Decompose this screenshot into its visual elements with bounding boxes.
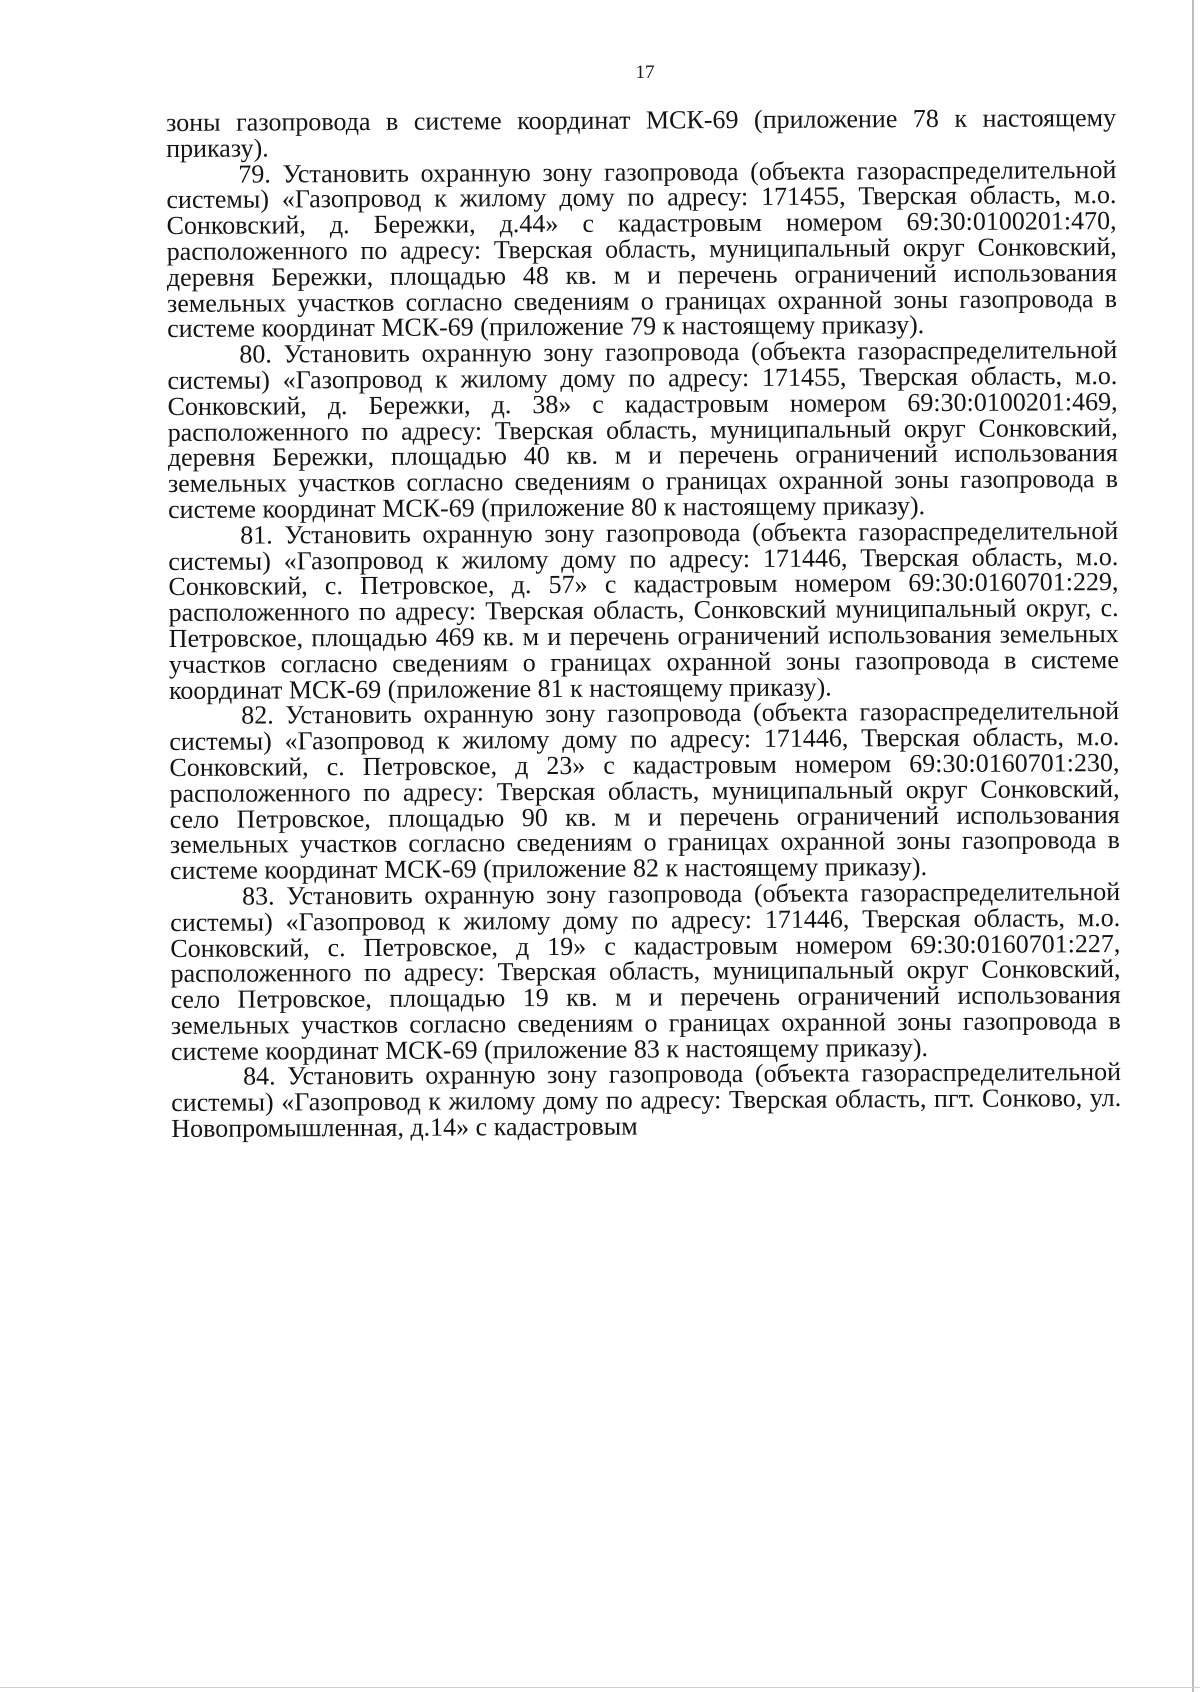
continuation-text: зоны газопровода в системе координат МСК-69 (приложение 78 к настоящему приказу). — [165, 103, 1117, 163]
page-number: 17 — [635, 62, 655, 83]
paragraph-84 — [171, 1057, 1122, 1144]
paragraph-text: Установить охранную зону газопровода (объекта газораспределительной системы) «Газопровод к жилому дому по адресу: 171446, Тверская область, м.о. Сонковский, с. Петровское, д 19» с кадастровым номером 69:30:0160701:227, расположенного по адресу: Тверская область, муниципальный округ Сонковский, село Петровское, площадью 19 кв. м и перечень ограничений использования земельных участков согласно сведениям о границах охранной зоны газопровода в системе координат МСК-69 (приложение 83 к настоящему приказу). — [170, 876, 1121, 1066]
paragraph-80 — [167, 337, 1118, 523]
paragraph-number: 82. — [241, 700, 274, 730]
paragraph-number: 80. — [239, 339, 272, 369]
paragraph-number: 81. — [240, 520, 273, 550]
document-body — [166, 105, 1121, 1142]
paragraph-text: Установить охранную зону газопровода (объекта газораспределительной системы) «Газопровод к жилому дому по адресу: Тверская область, пгт. Сонково, ул. Новопромышленная, д.14» с кадастровым — [171, 1057, 1122, 1144]
paragraph-81 — [168, 515, 1119, 705]
paragraph-83 — [170, 876, 1121, 1066]
paragraph-text: Установить охранную зону газопровода (объекта газораспределительной системы) «Газопровод к жилому дому по адресу: 171446, Тверская область, м.о. Сонковский, с. Петровское, д 23» с кадастровым номером 69:30:0160701:230, расположенного по адресу: Тверская область, муниципальный округ Сонковский, село Петровское, площадью 90 кв. м и перечень ограничений использования земельных участков согласно сведениям о границах охранной зоны газопровода в системе координат МСК-69 (приложение 82 к настоящему приказу). — [169, 696, 1120, 886]
paragraph-number: 83. — [242, 881, 275, 911]
paragraph-text: Установить охранную зону газопровода (объекта газораспределительной системы) «Газопровод к жилому дому по адресу: 171446, Тверская область, м.о. Сонковский, с. Петровское, д. 57» с кадастровым номером 69:30:0160701:229, расположенного по адресу: Тверская область, Сонковский муниципальный округ, с. Петровское, площадью 469 кв. м и перечень ограничений использования земельных участков согласно сведениям о границах охранной зоны газопровода в системе координат МСК-69 (приложение 81 к настоящему приказу). — [168, 515, 1119, 705]
paragraph-82 — [169, 698, 1120, 884]
paragraph-number: 79. — [238, 159, 271, 189]
paragraph-79 — [166, 154, 1118, 344]
paragraph-text: Установить охранную зону газопровода (объекта газораспределительной системы) «Газопровод к жилому дому по адресу: 171455, Тверская область, м.о. Сонковский, д. Бережки, д.44» с кадастровым номером 69:30:0100201:470, расположенного по адресу: Тверская область, муниципальный округ Сонковский, деревня Бережки, площадью 48 кв. м и перечень ограничений использования земельных участков согласно сведениям о границах охранной зоны газопровода в системе координат МСК-69 (приложение 79 к настоящему приказу). — [166, 154, 1118, 344]
paragraph-number: 84. — [242, 1061, 276, 1092]
scan-edge-bottom — [0, 1687, 1200, 1688]
scan-edge-right — [1192, 0, 1194, 1692]
paragraph-text: Установить охранную зону газопровода (объекта газораспределительной системы) «Газопровод к жилому дому по адресу: 171455, Тверская область, м.о. Сонковский, д. Бережки, д. 38» с кадастровым номером 69:30:0100201:469, расположенного по адресу: Тверская область, муниципальный округ Сонковский, деревня Бережки, площадью 40 кв. м и перечень ограничений использования земельных участков согласно сведениям о границах охранной зоны газопровода в системе координат МСК-69 (приложение 80 к настоящему приказу). — [167, 335, 1119, 524]
